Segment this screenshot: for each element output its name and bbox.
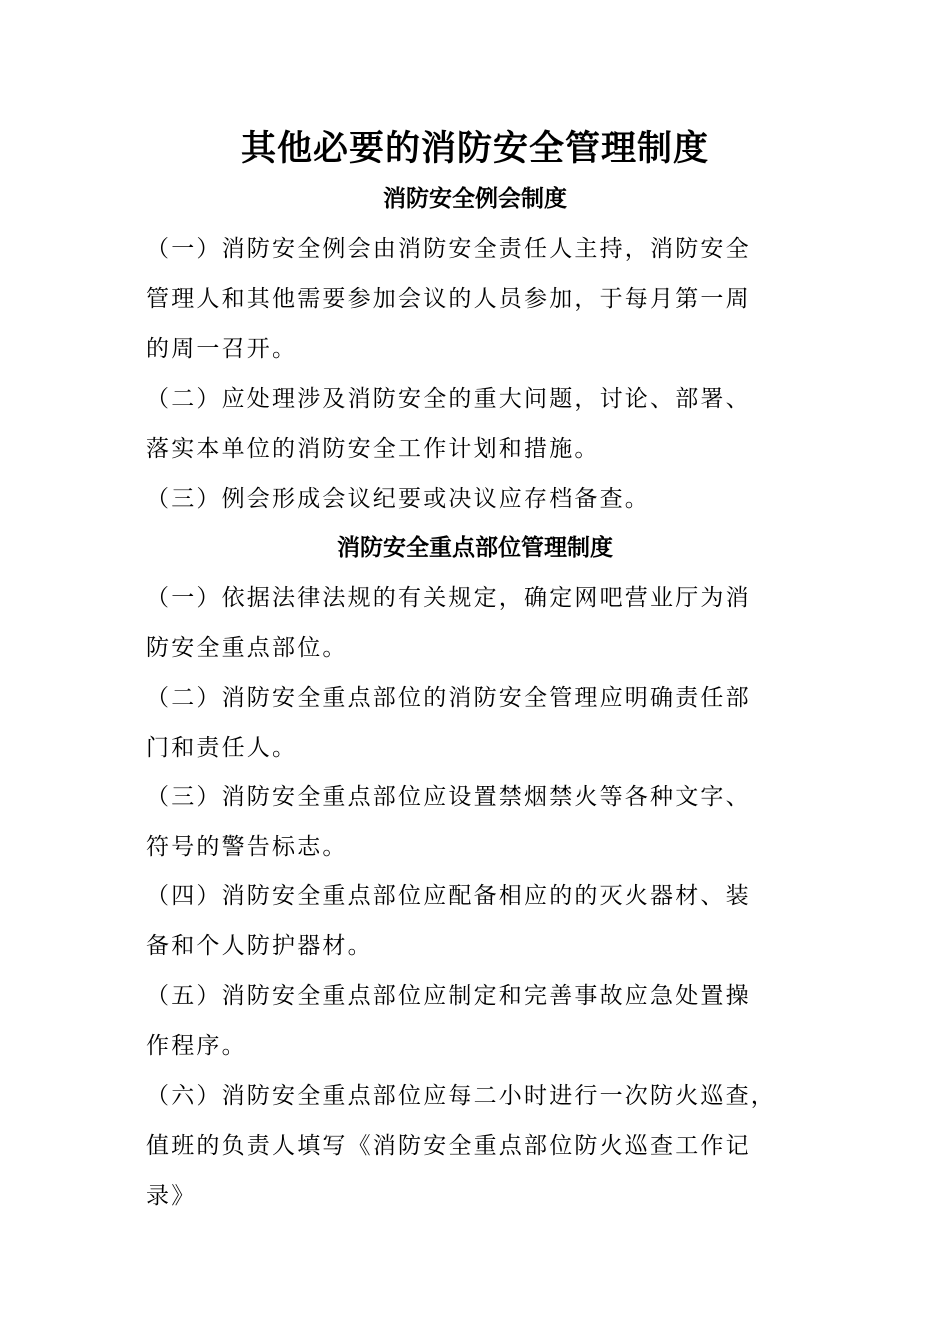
paragraph-line: 备和个人防护器材。 xyxy=(146,933,373,959)
paragraph-line: （三）消防安全重点部位应设置禁烟禁火等各种文字、 xyxy=(146,784,751,810)
paragraph-line: 值班的负责人填写《消防安全重点部位防火巡查工作记 xyxy=(146,1133,751,1159)
paragraph-key-areas-1 xyxy=(146,573,806,673)
paragraph-line: （六）消防安全重点部位应每二小时进行一次防火巡查， xyxy=(146,1083,776,1109)
paragraph-line: 管理人和其他需要参加会议的人员参加，于每月第一周 xyxy=(146,286,751,312)
section-heading-key-areas: 消防安全重点部位管理制度 xyxy=(337,535,613,561)
paragraph-line: （五）消防安全重点部位应制定和完善事故应急处置操 xyxy=(146,983,751,1009)
paragraph-key-areas-4 xyxy=(146,871,806,971)
paragraph-line: （二）消防安全重点部位的消防安全管理应明确责任部 xyxy=(146,685,751,711)
paragraph-key-areas-6 xyxy=(146,1071,806,1221)
section-heading-meeting: 消防安全例会制度 xyxy=(383,186,567,212)
paragraph-line: 的周一召开。 xyxy=(146,336,298,362)
paragraph-key-areas-3 xyxy=(146,772,806,872)
document-title: 其他必要的消防安全管理制度 xyxy=(240,128,709,169)
paragraph-line: 录》 xyxy=(146,1183,197,1209)
paragraph-meeting-2 xyxy=(146,374,806,474)
paragraph-line: （二）应处理涉及消防安全的重大问题，讨论、部署、 xyxy=(146,386,751,412)
paragraph-line: 落实本单位的消防安全工作计划和措施。 xyxy=(146,436,600,462)
paragraph-key-areas-5 xyxy=(146,971,806,1071)
paragraph-line: （三）例会形成会议纪要或决议应存档备查。 xyxy=(146,486,650,512)
paragraph-meeting-1 xyxy=(146,224,806,374)
paragraph-line: 门和责任人。 xyxy=(146,735,298,761)
paragraph-line: 作程序。 xyxy=(146,1033,247,1059)
paragraph-meeting-3 xyxy=(146,474,806,524)
paragraph-line: 符号的警告标志。 xyxy=(146,834,348,860)
paragraph-key-areas-2 xyxy=(146,673,806,773)
paragraph-line: （一）依据法律法规的有关规定，确定网吧营业厅为消 xyxy=(146,585,751,611)
paragraph-line: （一）消防安全例会由消防安全责任人主持，消防安全 xyxy=(146,236,751,262)
paragraph-line: 防安全重点部位。 xyxy=(146,635,348,661)
paragraph-line: （四）消防安全重点部位应配备相应的的灭火器材、装 xyxy=(146,883,751,909)
